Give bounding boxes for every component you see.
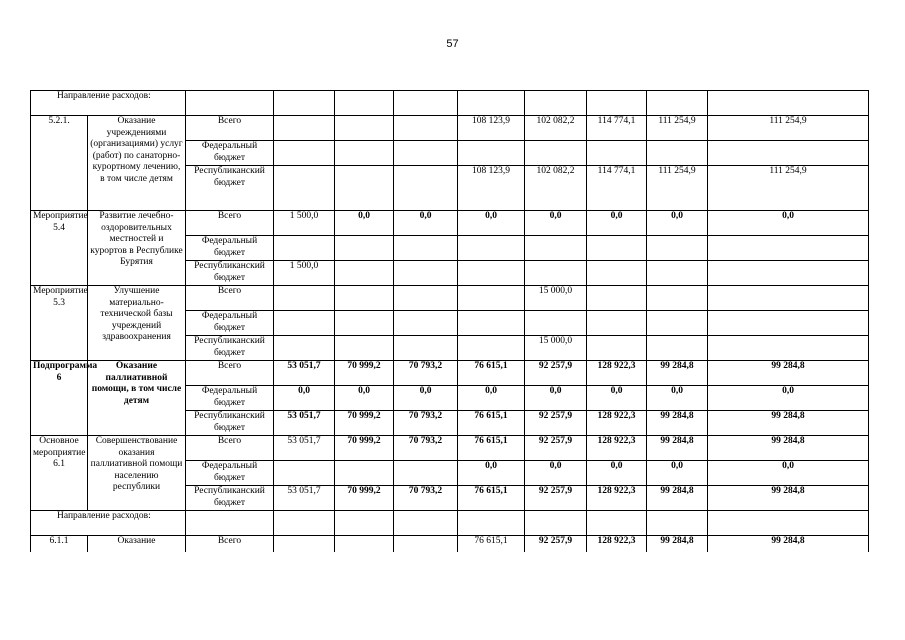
value-cell: 76 615,1 xyxy=(458,536,525,553)
row-code: Основное мероприятие 6.1 xyxy=(31,436,88,511)
value-cell xyxy=(394,286,458,311)
row-code: Мероприятие 5.3 xyxy=(31,286,88,361)
value-cell: 53 051,7 xyxy=(274,411,335,436)
funding-source: Федеральный бюджет xyxy=(186,141,274,166)
value-cell xyxy=(274,236,335,261)
empty-cell xyxy=(274,511,335,536)
empty-cell xyxy=(647,91,708,116)
row-code: 6.1.1 xyxy=(31,536,88,553)
empty-cell xyxy=(394,511,458,536)
value-cell xyxy=(394,141,458,166)
value-cell xyxy=(647,336,708,361)
value-cell: 0,0 xyxy=(394,211,458,236)
value-cell xyxy=(274,116,335,141)
value-cell: 70 793,2 xyxy=(394,436,458,461)
value-cell xyxy=(394,166,458,211)
value-cell: 76 615,1 xyxy=(458,486,525,511)
value-cell: 0,0 xyxy=(647,461,708,486)
value-cell xyxy=(458,286,525,311)
row-name: Оказание xyxy=(88,536,186,553)
empty-cell xyxy=(458,91,525,116)
value-cell: 0,0 xyxy=(458,461,525,486)
value-cell: 0,0 xyxy=(587,461,647,486)
value-cell xyxy=(525,261,587,286)
value-cell: 70 999,2 xyxy=(335,486,394,511)
value-cell xyxy=(525,311,587,336)
value-cell xyxy=(525,236,587,261)
value-cell xyxy=(274,311,335,336)
value-cell: 70 999,2 xyxy=(335,361,394,386)
value-cell: 70 793,2 xyxy=(394,486,458,511)
value-cell: 92 257,9 xyxy=(525,536,587,553)
funding-source: Всего xyxy=(186,536,274,553)
value-cell: 1 500,0 xyxy=(274,261,335,286)
value-cell: 70 793,2 xyxy=(394,411,458,436)
value-cell: 0,0 xyxy=(587,386,647,411)
value-cell: 102 082,2 xyxy=(525,116,587,141)
value-cell xyxy=(394,536,458,553)
value-cell: 114 774,1 xyxy=(587,116,647,141)
value-cell: 92 257,9 xyxy=(525,486,587,511)
value-cell xyxy=(394,236,458,261)
table-row xyxy=(31,436,869,461)
empty-cell xyxy=(587,91,647,116)
table-row xyxy=(31,361,869,386)
value-cell: 76 615,1 xyxy=(458,361,525,386)
funding-source: Всего xyxy=(186,436,274,461)
value-cell: 99 284,8 xyxy=(708,361,869,386)
value-cell: 99 284,8 xyxy=(647,361,708,386)
empty-cell xyxy=(186,91,274,116)
value-cell: 99 284,8 xyxy=(647,486,708,511)
value-cell: 99 284,8 xyxy=(708,411,869,436)
value-cell: 0,0 xyxy=(525,386,587,411)
row-name: Развитие лечебно-оздоровительных местностей и курортов в Республике Бурятия xyxy=(88,211,186,286)
value-cell: 0,0 xyxy=(525,461,587,486)
empty-cell xyxy=(274,91,335,116)
value-cell xyxy=(274,286,335,311)
empty-cell xyxy=(708,511,869,536)
value-cell: 128 922,3 xyxy=(587,436,647,461)
empty-cell xyxy=(335,91,394,116)
funding-source: Республиканский бюджет xyxy=(186,261,274,286)
funding-source: Всего xyxy=(186,286,274,311)
row-name: Совершенствование оказания паллиативной помощи населению республики xyxy=(88,436,186,511)
value-cell xyxy=(647,286,708,311)
value-cell xyxy=(647,261,708,286)
value-cell: 111 254,9 xyxy=(708,166,869,211)
value-cell xyxy=(587,236,647,261)
value-cell: 128 922,3 xyxy=(587,486,647,511)
value-cell: 102 082,2 xyxy=(525,166,587,211)
value-cell: 0,0 xyxy=(394,386,458,411)
value-cell xyxy=(274,166,335,211)
funding-source: Федеральный бюджет xyxy=(186,461,274,486)
value-cell: 128 922,3 xyxy=(587,411,647,436)
page-number: 57 xyxy=(446,38,459,50)
row-code: Мероприятие 5.4 xyxy=(31,211,88,286)
value-cell: 99 284,8 xyxy=(708,486,869,511)
value-cell xyxy=(274,141,335,166)
value-cell xyxy=(708,236,869,261)
value-cell: 0,0 xyxy=(335,211,394,236)
value-cell xyxy=(335,536,394,553)
value-cell xyxy=(335,236,394,261)
empty-cell xyxy=(458,511,525,536)
empty-cell xyxy=(708,91,869,116)
value-cell xyxy=(587,286,647,311)
value-cell xyxy=(587,336,647,361)
table-row xyxy=(31,536,869,553)
value-cell xyxy=(647,311,708,336)
value-cell: 99 284,8 xyxy=(708,436,869,461)
value-cell: 76 615,1 xyxy=(458,411,525,436)
value-cell: 99 284,8 xyxy=(647,536,708,553)
value-cell xyxy=(394,461,458,486)
value-cell: 99 284,8 xyxy=(647,436,708,461)
row-name: Оказание паллиативной помощи, в том числе детям xyxy=(88,361,186,436)
value-cell: 92 257,9 xyxy=(525,361,587,386)
section-note: Направление расходов: xyxy=(31,91,186,116)
empty-cell xyxy=(647,511,708,536)
value-cell: 0,0 xyxy=(458,211,525,236)
value-cell: 53 051,7 xyxy=(274,361,335,386)
funding-source: Республиканский бюджет xyxy=(186,336,274,361)
value-cell: 111 254,9 xyxy=(647,166,708,211)
value-cell xyxy=(274,536,335,553)
value-cell: 15 000,0 xyxy=(525,336,587,361)
table-row xyxy=(31,116,869,141)
value-cell xyxy=(708,261,869,286)
value-cell: 108 123,9 xyxy=(458,116,525,141)
value-cell: 111 254,9 xyxy=(708,116,869,141)
value-cell xyxy=(587,311,647,336)
section-note: Направление расходов: xyxy=(31,511,186,536)
value-cell xyxy=(335,116,394,141)
value-cell xyxy=(335,311,394,336)
value-cell xyxy=(335,286,394,311)
section-note-row xyxy=(31,511,869,536)
empty-cell xyxy=(186,511,274,536)
empty-cell xyxy=(525,91,587,116)
empty-cell xyxy=(525,511,587,536)
value-cell: 0,0 xyxy=(335,386,394,411)
value-cell xyxy=(708,311,869,336)
value-cell xyxy=(274,461,335,486)
value-cell: 108 123,9 xyxy=(458,166,525,211)
value-cell xyxy=(587,261,647,286)
value-cell xyxy=(708,141,869,166)
row-name: Улучшение материально-технической базы учреждений здравоохранения xyxy=(88,286,186,361)
value-cell: 0,0 xyxy=(647,211,708,236)
value-cell: 128 922,3 xyxy=(587,361,647,386)
value-cell xyxy=(394,261,458,286)
value-cell: 15 000,0 xyxy=(525,286,587,311)
value-cell xyxy=(335,166,394,211)
value-cell xyxy=(335,461,394,486)
value-cell: 0,0 xyxy=(525,211,587,236)
row-name: Оказание учреждениями (организациями) услуг (работ) по санаторно-курортному лечению, в том числе детям xyxy=(88,116,186,211)
value-cell xyxy=(458,141,525,166)
value-cell: 76 615,1 xyxy=(458,436,525,461)
value-cell xyxy=(335,261,394,286)
table-row xyxy=(31,286,869,311)
value-cell: 0,0 xyxy=(708,461,869,486)
funding-source: Всего xyxy=(186,211,274,236)
value-cell: 114 774,1 xyxy=(587,166,647,211)
value-cell xyxy=(274,336,335,361)
value-cell xyxy=(458,336,525,361)
value-cell: 1 500,0 xyxy=(274,211,335,236)
empty-cell xyxy=(394,91,458,116)
value-cell xyxy=(458,236,525,261)
funding-source: Всего xyxy=(186,361,274,386)
value-cell xyxy=(647,141,708,166)
row-code: Подпрограмма 6 xyxy=(31,361,88,436)
value-cell xyxy=(335,141,394,166)
value-cell xyxy=(708,286,869,311)
budget-table xyxy=(30,90,869,552)
value-cell: 92 257,9 xyxy=(525,436,587,461)
value-cell: 0,0 xyxy=(458,386,525,411)
funding-source: Республиканский бюджет xyxy=(186,411,274,436)
value-cell xyxy=(708,336,869,361)
funding-source: Всего xyxy=(186,116,274,141)
value-cell: 99 284,8 xyxy=(708,536,869,553)
value-cell xyxy=(394,311,458,336)
value-cell xyxy=(458,261,525,286)
value-cell: 0,0 xyxy=(587,211,647,236)
value-cell: 70 999,2 xyxy=(335,411,394,436)
value-cell: 53 051,7 xyxy=(274,486,335,511)
empty-cell xyxy=(587,511,647,536)
funding-source: Федеральный бюджет xyxy=(186,311,274,336)
value-cell: 128 922,3 xyxy=(587,536,647,553)
value-cell xyxy=(458,311,525,336)
value-cell: 92 257,9 xyxy=(525,411,587,436)
value-cell xyxy=(647,236,708,261)
funding-source: Республиканский бюджет xyxy=(186,486,274,511)
value-cell xyxy=(394,336,458,361)
funding-source: Федеральный бюджет xyxy=(186,386,274,411)
value-cell: 0,0 xyxy=(274,386,335,411)
row-code: 5.2.1. xyxy=(31,116,88,211)
value-cell xyxy=(525,141,587,166)
value-cell: 0,0 xyxy=(647,386,708,411)
value-cell: 0,0 xyxy=(708,386,869,411)
value-cell: 53 051,7 xyxy=(274,436,335,461)
value-cell: 0,0 xyxy=(708,211,869,236)
value-cell xyxy=(335,336,394,361)
funding-source: Республиканский бюджет xyxy=(186,166,274,211)
value-cell: 111 254,9 xyxy=(647,116,708,141)
empty-cell xyxy=(335,511,394,536)
value-cell: 70 793,2 xyxy=(394,361,458,386)
funding-source: Федеральный бюджет xyxy=(186,236,274,261)
value-cell: 70 999,2 xyxy=(335,436,394,461)
table-row xyxy=(31,211,869,236)
value-cell xyxy=(394,116,458,141)
value-cell xyxy=(587,141,647,166)
section-note-row xyxy=(31,91,869,116)
value-cell: 99 284,8 xyxy=(647,411,708,436)
